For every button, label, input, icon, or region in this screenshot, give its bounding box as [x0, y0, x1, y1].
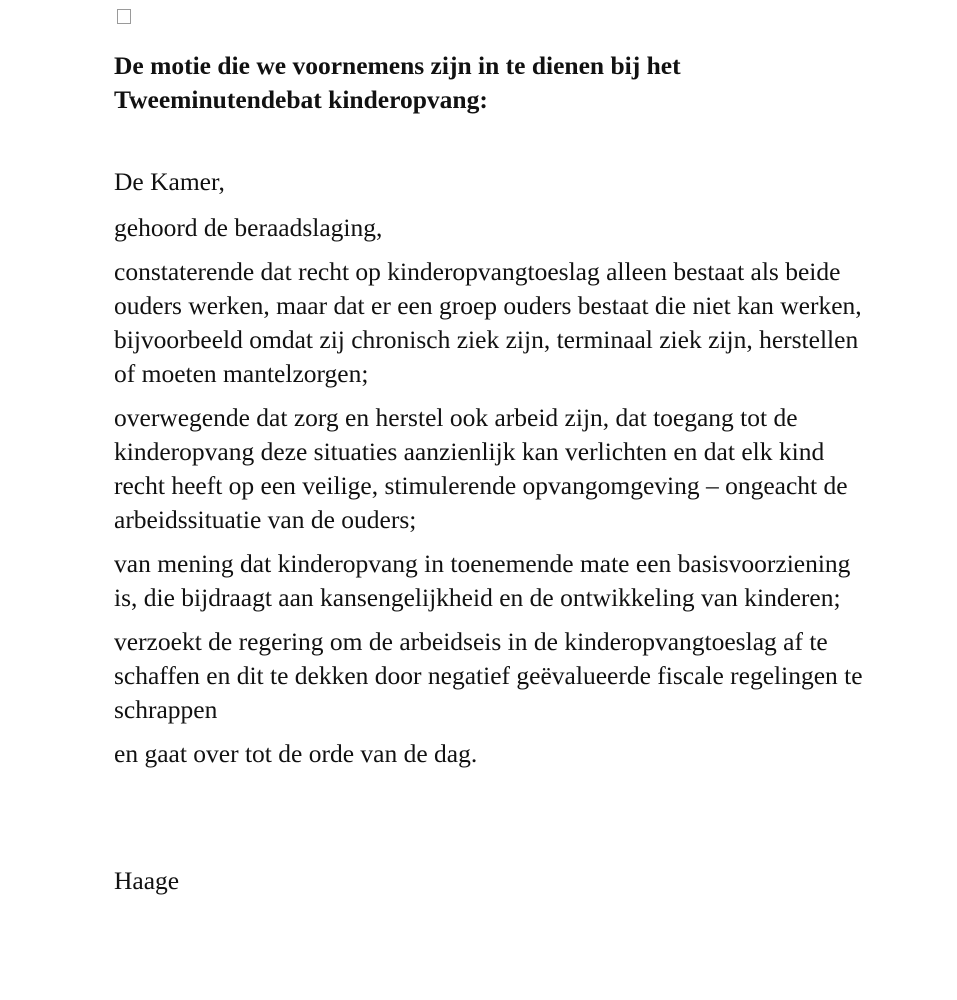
salutation: De Kamer, — [114, 167, 225, 196]
closing-line: en gaat over tot de orde van de dag. — [114, 739, 478, 768]
paragraph-gehoord: gehoord de beraadslaging, — [114, 213, 383, 242]
paragraph-van-mening: van mening dat kinderopvang in toenemende mate een basisvoorziening is, die bijdraagt aan kansengelijkheid en de ontwikkeling van kinderen; — [114, 549, 851, 612]
heading-line-1: De motie die we voornemens zijn in te dienen bij het — [114, 51, 681, 80]
paragraph-constaterende: constaterende dat recht op kinderopvangtoeslag alleen bestaat als beide ouders werken, maar dat er een groep ouders bestaat die niet kan werken, bijvoorbeeld omdat zij chronisch ziek zijn, terminaal ziek zijn, herstellen of moeten mantelzorgen; — [114, 257, 862, 388]
paragraph-overwegende: overwegende dat zorg en herstel ook arbeid zijn, dat toegang tot de kinderopvang deze situaties aanzienlijk kan verlichten en dat elk kind recht heeft op een veilige, stimulerende opvangomgeving – ongeacht de arbeidssituatie van de ouders; — [114, 403, 848, 534]
paragraph-verzoekt: verzoekt de regering om de arbeidseis in de kinderopvangtoeslag af te schaffen en dit te dekken door negatief geëvalueerde fiscale regelingen te schrappen — [114, 627, 863, 724]
checkbox[interactable] — [117, 9, 131, 24]
signature: Haage — [114, 866, 180, 895]
heading-line-2: Tweeminutendebat kinderopvang: — [114, 85, 488, 114]
document-body — [114, 165, 874, 771]
document-heading — [114, 49, 874, 117]
